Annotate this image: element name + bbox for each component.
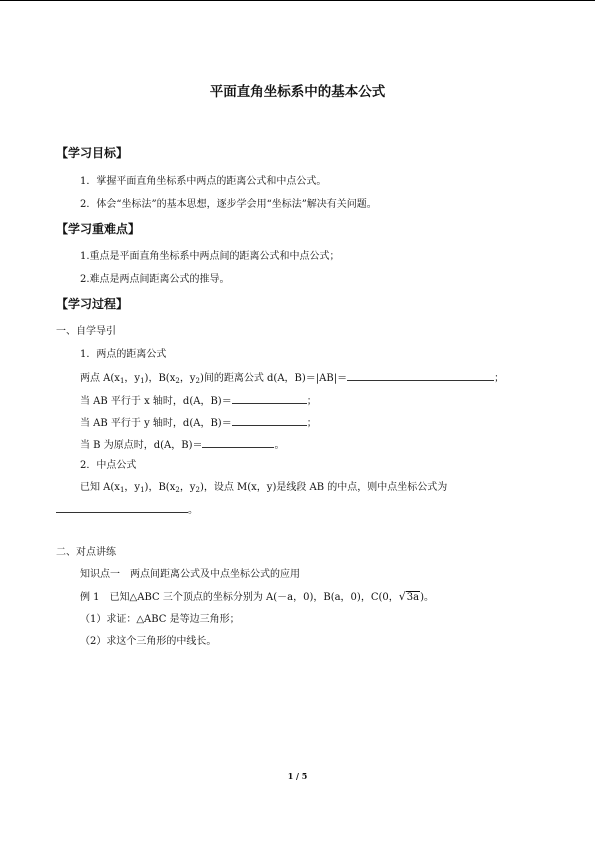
- goal-item-1: 1．掌握平面直角坐标系中两点的距离公式和中点公式。: [80, 176, 327, 187]
- keypoint-item-2: 2.难点是两点间距离公式的推导。: [80, 274, 230, 285]
- sqrt-3a: √3a: [398, 590, 420, 603]
- section-heading-process: 【学习过程】: [56, 297, 129, 311]
- example-1: 例 1 已知△ABC 三个顶点的坐标分别为 A(－a，0)，B(a，0)，C(0，√3a)。: [80, 590, 434, 603]
- distance-formula-line: 两点 $A(x_1$，$y_1$)，$B(x_2$，$y_2$)间的距离公式 d(A，B)＝|AB|＝ ；: [80, 370, 504, 386]
- distance-formula-subtitle: 1．两点的距离公式: [80, 349, 167, 360]
- answer-blank-parallel-y[interactable]: [232, 415, 307, 426]
- page-title: 平面直角坐标系中的基本公式: [209, 84, 386, 100]
- origin-line: 当 B 为原点时，d(A，B)＝ 。: [80, 437, 284, 453]
- part1-title: 一、自学导引: [56, 326, 116, 337]
- top-border-line: [0, 0, 595, 1]
- answer-blank-midpoint[interactable]: [56, 502, 188, 513]
- page-number: 1 / 5: [287, 771, 308, 781]
- goal-item-2: 2．体会“坐标法”的基本思想，逐步学会用“坐标法”解决有关问题。: [80, 199, 377, 210]
- midpoint-answer-line: 。: [56, 502, 198, 518]
- keypoint-item-1: 1.重点是平面直角坐标系中两点间的距离公式和中点公式；: [80, 251, 340, 262]
- answer-blank-origin[interactable]: [202, 437, 274, 448]
- section-heading-keypoints: 【学习重难点】: [56, 222, 141, 236]
- answer-blank-distance[interactable]: [347, 370, 494, 381]
- knowledge-point-1: 知识点一 两点间距离公式及中点坐标公式的应用: [80, 569, 300, 580]
- parallel-x-line: 当 AB 平行于 x 轴时，d(A，B)＝ ；: [80, 393, 317, 409]
- example-1-question-1: （1）求证：△ABC 是等边三角形；: [80, 614, 240, 625]
- section-heading-goals: 【学习目标】: [56, 146, 129, 160]
- midpoint-formula-subtitle: 2．中点公式: [80, 460, 137, 471]
- answer-blank-parallel-x[interactable]: [232, 393, 307, 404]
- midpoint-formula-line: 已知 $A(x_1$，$y_1$)，$B(x_2$，$y_2$)，设点 M(x，y)是线段 AB 的中点，则中点坐标公式为: [80, 482, 448, 494]
- parallel-y-line: 当 AB 平行于 y 轴时，d(A，B)＝ ；: [80, 415, 317, 431]
- example-1-question-2: （2）求这个三角形的中线长。: [80, 636, 217, 647]
- part2-title: 二、对点讲练: [56, 547, 116, 558]
